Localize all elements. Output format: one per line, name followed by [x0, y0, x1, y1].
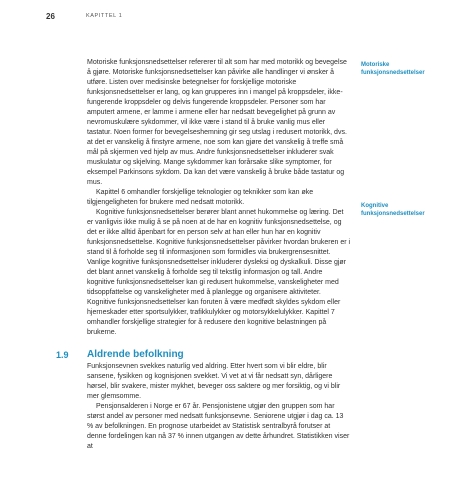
margin-note-kognitive: Kognitive funksjonsnedsettelser	[361, 203, 425, 217]
section-text	[87, 362, 351, 452]
main-text	[87, 58, 351, 338]
section-title: Aldrende befolkning	[87, 349, 184, 360]
page-number: 26	[46, 12, 55, 21]
margin-note-motoriske: Motoriske funksjonsnedsettelser	[361, 62, 425, 76]
chapter-header: KAPITTEL 1	[86, 13, 123, 19]
paragraph-pensjonsalder: Pensjonsalderen i Norge er 67 år. Pensjonistene utgjør den gruppen som har størst andel av personer med nedsatt funksjonsevne. Seniorene utgjør i dag ca. 13 % av befolkningen. En prognose utarbeidet av Statistisk sentralbyrå forutser at denne fordelingen kan nå 37 % innen utgangen av dette århundret. Statistikken viser at	[87, 403, 350, 450]
paragraph-kapittel-6: Kapittel 6 omhandler forskjellige teknologier og teknikker som kan øke tilgjengeligheten for brukere med nedsatt motorikk.	[87, 189, 314, 206]
paragraph-aldring: Funksjonsevnen svekkes naturlig ved aldring. Etter hvert som vi blir eldre, blir sansene, fysikken og kognisjonen svekket. Vi vet at vi får nedsatt syn, dårligere hørsel, blir svakere, mister mykhet, beveger oss saktere og mer forsiktig, og vi blir mer glemsomme.	[87, 363, 341, 400]
paragraph-kognitive: Kognitive funksjonsnedsettelser berører blant annet hukommelse og læring. Det er vanligvis ikke mulig å se på noen at de har en kognitiv funksjonsnedsettelse, og det er ikke alltid åpenbart for en person selv at han eller hun har en kognitiv funksjonsnedsettelse. Kognitive funksjonsnedsettelser påvirker hvordan brukeren er i stand til å forholde seg til informasjonen som formidles via brukergrensesnittet. Vanlige kognitive funksjonsnedsettelser inkluderer dysleksi og dyskalkuli. Disse gjør det blant annet vanskelig å forholde seg til tekstlig informasjon og tall. Andre kognitive funksjonsnedsettelser kan gi redusert hukommelse, vanskeligheter med tidsoppfattelse og vanskeligheter med å planlegge og organisere aktiviteter. Kognitive funksjonsnedsettelser kan foruten å være medfødt skyldes sykdom eller hjerneskader etter sportsulykker, trafikkulykker og motorsykkelulykker. Kapittel 7 omhandler forskjellige strategier for å redusere den kognitive belastningen på brukerne.	[87, 209, 351, 336]
section-number: 1.9	[56, 350, 69, 360]
paragraph-motoriske: Motoriske funksjonsnedsettelser refererer til alt som har med motorikk og bevegelse å gjøre. Motoriske funksjonsnedsettelser kan påvirke alle handlinger vi ønsker å utføre. Listen over medisinske betegnelser for forskjellige motoriske funksjonsnedsettelser er lang, og kan grupperes inn i mangel på kroppsdeler, ikke-fungerende kroppsdeler og delvis fungerende kroppsdeler. Personer som har amputert armene, er lamme i armene eller har nedsatt bevegelighet på grunn av nevromuskulære sykdommer, vil ikke være i stand til å bruke vanlig mus eller tastatur. Noen former for bevegelseshemning gir seg utslag i redusert motorikk, dvs. at det er vanskelig å finstyre armene, noe som kan gjøre det vanskelig å treffe små mål på skjermen ved hjelp av mus. Andre funksjonsnedsettelser inkluderer svak muskulatur og skjelving. Mange sykdommer kan forårsake slike symptomer, for eksempel Parkinsons sykdom. Da kan det være vanskelig å bruke både tastatur og mus.	[87, 59, 347, 186]
